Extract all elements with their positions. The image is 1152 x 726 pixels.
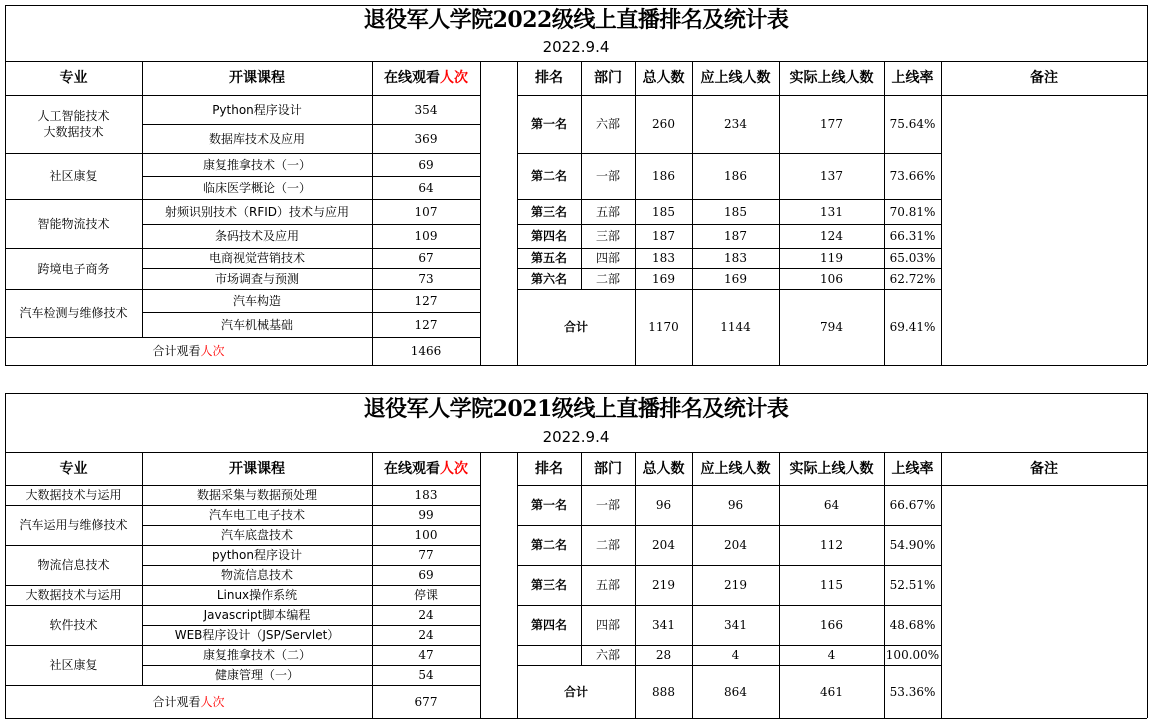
t2-total[interactable]: 341 xyxy=(652,618,675,632)
t2-sum-actual[interactable]: 461 xyxy=(820,684,843,699)
t2-course-name[interactable]: 汽车电工电子技术 xyxy=(208,508,305,522)
t1-date[interactable]: 2022.9.4 xyxy=(542,38,610,56)
t1-rank[interactable]: 第六名 xyxy=(530,271,567,286)
t1-note[interactable] xyxy=(941,95,1147,153)
t2-hdr-note[interactable]: 备注 xyxy=(1030,460,1058,477)
t2-date[interactable]: 2022.9.4 xyxy=(542,428,610,446)
table-border xyxy=(5,365,1147,366)
t1-total[interactable]: 260 xyxy=(652,117,675,131)
t1-expected[interactable]: 187 xyxy=(724,229,747,243)
t1-course-views[interactable]: 73 xyxy=(418,271,434,286)
t2-course-name[interactable]: 物流信息技术 xyxy=(220,568,293,582)
t1-sum-rate[interactable]: 69.41% xyxy=(889,320,936,334)
t2-note[interactable] xyxy=(941,565,1147,605)
t2-course-name[interactable]: 汽车底盘技术 xyxy=(220,528,293,542)
t2-total-label[interactable] xyxy=(5,685,372,718)
table-border xyxy=(941,61,942,365)
t2-course-views[interactable]: 54 xyxy=(418,668,434,682)
t1-course-name[interactable]: Python程序设计 xyxy=(212,102,302,117)
t1-actual[interactable]: 131 xyxy=(820,204,843,219)
t1-course-views[interactable]: 127 xyxy=(414,317,438,332)
table-border xyxy=(5,5,1147,6)
t1-rate[interactable]: 73.66% xyxy=(889,169,936,183)
t2-course-views[interactable]: 24 xyxy=(418,608,434,622)
t2-total-label-text: 合计观看 xyxy=(152,694,201,709)
t1-total-label-text: 合计观看 xyxy=(152,344,201,358)
t2-total[interactable]: 219 xyxy=(652,578,675,592)
t2-title[interactable]: 退役军人学院2021级线上直播排名及统计表 xyxy=(363,395,789,422)
t1-course-name[interactable]: 汽车构造 xyxy=(232,293,281,308)
t1-course-views[interactable]: 64 xyxy=(418,180,434,195)
t2-expected[interactable]: 219 xyxy=(724,578,747,592)
t2-hdr-views-unit: 人次 xyxy=(440,460,468,477)
table-border xyxy=(635,61,636,365)
table-border xyxy=(1147,393,1148,718)
t1-actual[interactable]: 119 xyxy=(820,251,843,265)
table-border xyxy=(372,61,373,365)
t1-course-views[interactable]: 67 xyxy=(418,251,434,265)
t2-course-views[interactable]: 47 xyxy=(418,648,434,662)
t1-hdr-major[interactable]: 专业 xyxy=(59,70,88,86)
t2-total[interactable]: 28 xyxy=(655,648,672,662)
t2-total[interactable]: 204 xyxy=(652,538,675,552)
table-border xyxy=(581,61,582,289)
t2-course-views[interactable]: 100 xyxy=(414,528,438,542)
t1-course-views[interactable]: 109 xyxy=(414,229,438,243)
t1-title[interactable]: 退役军人学院2022级线上直播排名及统计表 xyxy=(363,7,789,33)
t1-total[interactable]: 185 xyxy=(652,204,675,219)
t1-dept[interactable]: 四部 xyxy=(595,251,620,265)
t2-expected[interactable]: 4 xyxy=(731,648,740,662)
t2-course-views[interactable]: 99 xyxy=(418,508,434,522)
table-border xyxy=(1147,5,1148,365)
t1-rank[interactable]: 第二名 xyxy=(530,169,567,183)
table-border xyxy=(517,452,518,718)
t2-major[interactable]: 社区康复 xyxy=(49,658,98,672)
t1-note[interactable] xyxy=(941,199,1147,224)
t2-course-views[interactable]: 24 xyxy=(418,628,434,642)
t1-sum-actual[interactable]: 794 xyxy=(820,320,843,334)
table-border xyxy=(142,452,143,685)
t1-expected[interactable]: 186 xyxy=(724,169,747,183)
table-border xyxy=(635,452,636,718)
table-border xyxy=(372,452,373,718)
t2-actual[interactable]: 64 xyxy=(823,498,840,512)
t2-rate[interactable]: 66.67% xyxy=(889,498,936,512)
t2-course-views[interactable]: 183 xyxy=(414,488,438,502)
t2-actual[interactable]: 115 xyxy=(820,578,843,592)
t2-course-name[interactable]: 数据采集与数据预处理 xyxy=(196,488,317,502)
t2-sum-total[interactable]: 888 xyxy=(652,684,675,699)
t1-actual[interactable]: 137 xyxy=(820,169,843,183)
t1-course-name[interactable]: 康复推拿技术（一） xyxy=(202,157,311,172)
t2-course-views[interactable]: 停课 xyxy=(413,588,438,602)
table-border xyxy=(581,452,582,665)
t1-dept[interactable]: 一部 xyxy=(595,169,620,183)
t1-total-label-unit: 人次 xyxy=(200,344,225,358)
t2-course-name[interactable]: Javascript脚本编程 xyxy=(203,608,311,622)
t1-total-views[interactable]: 1466 xyxy=(410,344,442,358)
t1-total-label[interactable] xyxy=(5,337,372,365)
t1-hdr-course[interactable]: 开课课程 xyxy=(229,70,285,86)
t1-major-label: 大数据技术 xyxy=(43,125,104,139)
t1-note[interactable] xyxy=(941,248,1147,268)
t2-rate[interactable]: 48.68% xyxy=(889,618,936,632)
t2-hdr-actual[interactable]: 实际上线人数 xyxy=(789,460,874,477)
t2-total-views[interactable]: 677 xyxy=(414,694,438,709)
t1-rank[interactable]: 第三名 xyxy=(530,204,567,219)
t1-actual[interactable]: 106 xyxy=(820,271,843,286)
t1-hdr-views-unit: 人次 xyxy=(440,70,468,86)
t2-major[interactable]: 大数据技术与运用 xyxy=(25,488,122,502)
t1-note[interactable] xyxy=(941,268,1147,289)
t2-hdr-expected[interactable]: 应上线人数 xyxy=(700,460,771,477)
t2-rank[interactable]: 第二名 xyxy=(530,538,567,552)
table-border xyxy=(517,61,518,365)
table-border xyxy=(941,452,942,718)
t2-sum-expected[interactable]: 864 xyxy=(724,684,747,699)
t1-course-name[interactable]: 数据库技术及应用 xyxy=(208,131,305,146)
t2-rate[interactable]: 52.51% xyxy=(889,578,936,592)
t1-major[interactable]: 跨境电子商务 xyxy=(37,261,110,276)
t2-hdr-dept[interactable]: 部门 xyxy=(594,460,622,477)
t1-hdr-rank[interactable]: 排名 xyxy=(535,70,563,86)
t2-hdr-major[interactable]: 专业 xyxy=(59,460,88,477)
t2-major[interactable]: 汽车运用与维修技术 xyxy=(19,518,128,532)
t2-rate[interactable]: 54.90% xyxy=(889,538,936,552)
t2-sum-rate[interactable]: 53.36% xyxy=(889,684,936,699)
t1-major-label: 人工智能技术 xyxy=(37,109,110,123)
t1-expected[interactable]: 169 xyxy=(724,271,747,286)
t2-rank[interactable]: 第三名 xyxy=(530,578,567,592)
t2-course-name[interactable]: Linux操作系统 xyxy=(216,588,298,602)
table-border xyxy=(480,61,481,365)
t1-hdr-expected[interactable]: 应上线人数 xyxy=(700,70,771,86)
t1-rank[interactable]: 第四名 xyxy=(530,229,567,243)
t1-major[interactable]: 社区康复 xyxy=(49,169,98,183)
t2-course-name[interactable]: 康复推拿技术（二） xyxy=(202,648,311,662)
t2-total-label-unit: 人次 xyxy=(200,694,225,709)
t2-course-name[interactable]: python程序设计 xyxy=(212,548,302,562)
t1-course-name[interactable]: 射频识别技术（RFID）技术与应用 xyxy=(164,204,350,219)
table-border xyxy=(779,61,780,365)
t1-note[interactable] xyxy=(941,224,1147,248)
t2-expected[interactable]: 96 xyxy=(727,498,744,512)
t1-course-views[interactable]: 107 xyxy=(414,204,438,219)
t2-note[interactable] xyxy=(941,645,1147,665)
t1-actual[interactable]: 177 xyxy=(820,117,843,131)
t1-dept[interactable]: 三部 xyxy=(595,229,620,243)
table-border xyxy=(692,61,693,365)
t2-hdr-rate[interactable]: 上线率 xyxy=(891,460,934,477)
t1-rate[interactable]: 65.03% xyxy=(889,251,936,265)
t1-dept[interactable]: 二部 xyxy=(595,271,620,286)
t2-hdr-rank[interactable]: 排名 xyxy=(535,460,563,477)
t2-actual[interactable]: 112 xyxy=(820,538,843,552)
t1-course-name[interactable]: 电商视觉营销技术 xyxy=(208,251,305,265)
t1-rate[interactable]: 75.64% xyxy=(889,117,936,131)
t1-major[interactable]: 智能物流技术 xyxy=(37,216,110,231)
t2-course-name[interactable]: WEB程序设计（JSP/Servlet） xyxy=(174,628,340,642)
t1-course-name[interactable]: 市场调查与预测 xyxy=(214,271,299,286)
t1-course-name[interactable]: 汽车机械基础 xyxy=(220,317,293,332)
t1-total[interactable]: 186 xyxy=(652,169,675,183)
t1-major[interactable] xyxy=(5,95,142,153)
t2-sum-label[interactable]: 合计 xyxy=(563,684,588,699)
t1-total[interactable]: 187 xyxy=(652,229,675,243)
t1-course-name[interactable]: 条码技术及应用 xyxy=(214,229,299,243)
table-border xyxy=(884,61,885,365)
t2-rank[interactable] xyxy=(517,645,581,665)
t2-actual[interactable]: 166 xyxy=(820,618,843,632)
t2-hdr-total[interactable]: 总人数 xyxy=(642,460,685,477)
t1-expected[interactable]: 183 xyxy=(724,251,747,265)
t1-hdr-views[interactable] xyxy=(372,61,480,95)
t1-rate[interactable]: 62.72% xyxy=(889,271,936,286)
t2-major[interactable]: 物流信息技术 xyxy=(37,558,110,572)
table-border xyxy=(5,393,1147,394)
t1-course-views[interactable]: 369 xyxy=(414,131,438,146)
t1-hdr-dept[interactable]: 部门 xyxy=(594,70,622,86)
t2-course-views[interactable]: 77 xyxy=(418,548,434,562)
t1-sum-expected[interactable]: 1144 xyxy=(720,320,751,334)
t1-rate[interactable]: 66.31% xyxy=(889,229,936,243)
t2-note[interactable] xyxy=(941,525,1147,565)
t2-dept[interactable]: 五部 xyxy=(595,578,620,592)
t1-course-views[interactable]: 354 xyxy=(414,102,438,117)
t1-rank[interactable]: 第五名 xyxy=(530,251,567,265)
t2-note[interactable] xyxy=(941,605,1147,645)
t1-total[interactable]: 183 xyxy=(652,251,675,265)
t2-dept[interactable]: 一部 xyxy=(595,498,620,512)
t1-hdr-views-text: 在线观看 xyxy=(384,70,440,86)
table-border xyxy=(5,718,1147,719)
t2-rank[interactable]: 第一名 xyxy=(530,498,567,512)
t1-major[interactable]: 汽车检测与维修技术 xyxy=(19,306,128,320)
t2-hdr-course[interactable]: 开课课程 xyxy=(229,460,285,477)
t1-sum-total[interactable]: 1170 xyxy=(648,320,679,334)
table-border xyxy=(692,452,693,718)
t2-major[interactable]: 软件技术 xyxy=(49,618,98,632)
t1-course-views[interactable]: 127 xyxy=(414,293,438,308)
t1-hdr-actual[interactable]: 实际上线人数 xyxy=(789,70,874,86)
t1-expected[interactable]: 185 xyxy=(724,204,747,219)
table-border xyxy=(142,61,143,337)
t1-sum-label[interactable]: 合计 xyxy=(563,320,588,334)
t1-hdr-note[interactable]: 备注 xyxy=(1030,70,1058,86)
t2-hdr-views-text: 在线观看 xyxy=(384,460,440,477)
t2-note[interactable] xyxy=(941,485,1147,525)
t1-rate[interactable]: 70.81% xyxy=(889,204,936,219)
t2-dept[interactable]: 二部 xyxy=(595,538,620,552)
t1-hdr-total[interactable]: 总人数 xyxy=(642,70,685,86)
t1-rank[interactable]: 第一名 xyxy=(530,117,567,131)
t2-course-views[interactable]: 69 xyxy=(418,568,434,582)
t2-course-name[interactable]: 健康管理（一） xyxy=(214,668,299,682)
t2-hdr-views[interactable] xyxy=(372,452,480,485)
t2-expected[interactable]: 204 xyxy=(724,538,747,552)
t1-dept[interactable]: 六部 xyxy=(595,117,620,131)
t1-note[interactable] xyxy=(941,153,1147,199)
t2-rate[interactable]: 100.00% xyxy=(885,648,940,662)
t1-expected[interactable]: 234 xyxy=(724,117,747,131)
t2-rank[interactable]: 第四名 xyxy=(530,618,567,632)
table-border xyxy=(480,452,481,718)
t1-course-views[interactable]: 69 xyxy=(418,157,434,172)
t2-major[interactable]: 大数据技术与运用 xyxy=(25,588,122,602)
t2-expected[interactable]: 341 xyxy=(724,618,747,632)
t1-course-name[interactable]: 临床医学概论（一） xyxy=(202,180,311,195)
table-border xyxy=(884,452,885,718)
t2-dept[interactable]: 六部 xyxy=(595,648,620,662)
t2-dept[interactable]: 四部 xyxy=(595,618,620,632)
t1-actual[interactable]: 124 xyxy=(820,229,843,243)
t1-total[interactable]: 169 xyxy=(652,271,675,286)
t1-hdr-rate[interactable]: 上线率 xyxy=(891,70,934,86)
t1-dept[interactable]: 五部 xyxy=(595,204,620,219)
table-border xyxy=(779,452,780,718)
t2-actual[interactable]: 4 xyxy=(827,648,836,662)
t2-total[interactable]: 96 xyxy=(655,498,672,512)
